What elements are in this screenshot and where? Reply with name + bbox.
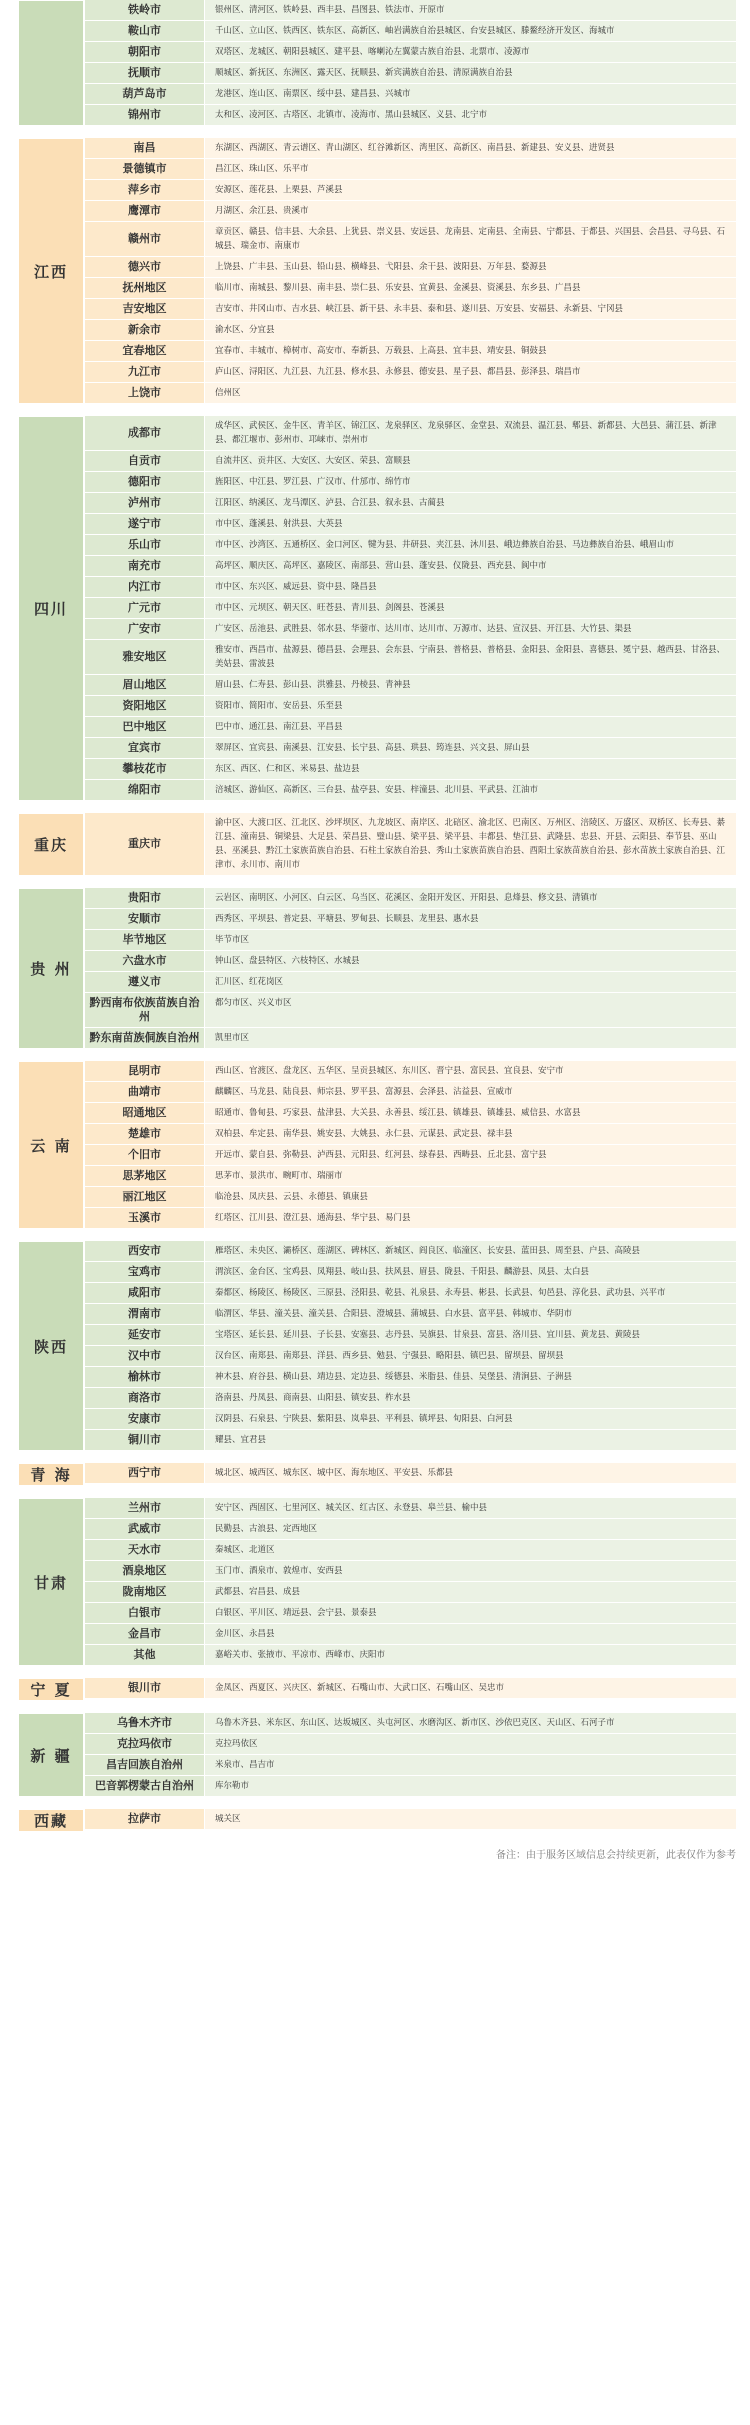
city-name: 克拉玛依市 (84, 1734, 204, 1754)
table-row (84, 1776, 736, 1797)
table-row (84, 1028, 736, 1049)
district-list: 金川区、永昌县 (204, 1624, 736, 1644)
city-name: 酒泉地区 (84, 1561, 204, 1581)
province-block (18, 1463, 736, 1486)
province-list (18, 0, 736, 1832)
province-block (18, 138, 736, 404)
city-name: 广元市 (84, 598, 204, 618)
city-name: 拉萨市 (84, 1809, 204, 1829)
city-name: 安康市 (84, 1409, 204, 1429)
city-name: 成都市 (84, 416, 204, 450)
table-row (84, 675, 736, 696)
district-list: 昭通市、鲁甸县、巧家县、盐津县、大关县、永善县、绥江县、镇雄县、镇雄县、威信县、水富县 (204, 1103, 736, 1123)
city-name: 抚顺市 (84, 63, 204, 83)
city-name: 贵阳市 (84, 888, 204, 908)
district-list: 红塔区、江川县、澄江县、通海县、华宁县、易门县 (204, 1208, 736, 1228)
district-list: 安源区、莲花县、上栗县、芦溪县 (204, 180, 736, 200)
province-block (18, 1809, 736, 1832)
district-list: 东湖区、西湖区、青云谱区、青山湖区、红谷滩新区、湾里区、高新区、南昌县、新建县、安义县、进贤县 (204, 138, 736, 158)
table-row (84, 1124, 736, 1145)
district-list: 凯里市区 (204, 1028, 736, 1048)
city-name: 雅安地区 (84, 640, 204, 674)
district-list: 渝中区、大渡口区、江北区、沙坪坝区、九龙坡区、南岸区、北碚区、渝北区、巴南区、万州区、涪陵区、万盛区、双桥区、长寿县、綦江县、潼南县、铜梁县、大足县、荣昌县、璧山县、梁平县、梁平县、丰都县、垫江县、武隆县、忠县、开县、云阳县、奉节县、巫山县、巫溪县、黔江土家族苗族自治县、石柱土家族自治县、秀山土家族苗族自治县、酉阳土家族苗族自治县、彭水苗族土家族自治县、江津市、永川市、南川市 (204, 813, 736, 875)
district-list: 市中区、元坝区、朝天区、旺苍县、青川县、剑阁县、苍溪县 (204, 598, 736, 618)
table-row (84, 1645, 736, 1666)
table-row (84, 1304, 736, 1325)
district-list: 成华区、武侯区、金牛区、青羊区、锦江区、龙泉驿区、龙泉驿区、金堂县、双流县、温江县、郫县、新都县、大邑县、蒲江县、新津县、都江堰市、彭州市、邛崃市、崇州市 (204, 416, 736, 450)
table-row (84, 1603, 736, 1624)
district-list: 白银区、平川区、靖远县、会宁县、景泰县 (204, 1603, 736, 1623)
district-list: 西山区、官渡区、盘龙区、五华区、呈贡县城区、东川区、晋宁县、富民县、宜良县、安宁市 (204, 1061, 736, 1081)
table-row (84, 1103, 736, 1124)
district-list: 洛南县、丹凤县、商南县、山阳县、镇安县、柞水县 (204, 1388, 736, 1408)
city-name: 泸州市 (84, 493, 204, 513)
district-list: 月湖区、余江县、贵溪市 (204, 201, 736, 221)
city-name: 宜春地区 (84, 341, 204, 361)
district-list: 自流井区、贡井区、大安区、大安区、荣县、富顺县 (204, 451, 736, 471)
city-name: 白银市 (84, 1603, 204, 1623)
city-name: 德阳市 (84, 472, 204, 492)
province-block (18, 1498, 736, 1666)
table-row (84, 813, 736, 876)
city-name: 乌鲁木齐市 (84, 1713, 204, 1733)
city-name: 武威市 (84, 1519, 204, 1539)
district-list: 双柏县、牟定县、南华县、姚安县、大姚县、永仁县、元谋县、武定县、禄丰县 (204, 1124, 736, 1144)
city-name: 鞍山市 (84, 21, 204, 41)
city-name: 巴中地区 (84, 717, 204, 737)
city-name: 鹰潭市 (84, 201, 204, 221)
city-name: 西宁市 (84, 1463, 204, 1483)
city-name: 陇南地区 (84, 1582, 204, 1602)
district-list: 高坪区、顺庆区、高坪区、嘉陵区、南部县、营山县、蓬安县、仪陇县、西充县、阆中市 (204, 556, 736, 576)
table-row (84, 759, 736, 780)
city-name: 曲靖市 (84, 1082, 204, 1102)
table-row (84, 201, 736, 222)
city-rows (84, 1241, 736, 1451)
city-name: 毕节地区 (84, 930, 204, 950)
province-block (18, 813, 736, 876)
province-block (18, 888, 736, 1049)
province-block (18, 1241, 736, 1451)
table-row (84, 1678, 736, 1699)
province-name: 青 海 (18, 1463, 84, 1486)
city-name: 景德镇市 (84, 159, 204, 179)
table-row (84, 84, 736, 105)
city-name: 宝鸡市 (84, 1262, 204, 1282)
table-row (84, 493, 736, 514)
city-name: 天水市 (84, 1540, 204, 1560)
table-row (84, 1241, 736, 1262)
table-row (84, 1208, 736, 1229)
table-row (84, 888, 736, 909)
table-row (84, 278, 736, 299)
table-row (84, 930, 736, 951)
table-row (84, 1082, 736, 1103)
city-name: 萍乡市 (84, 180, 204, 200)
city-name: 上饶市 (84, 383, 204, 403)
city-name: 兰州市 (84, 1498, 204, 1518)
district-list: 顺城区、新抚区、东洲区、露天区、抚顺县、新宾满族自治县、清原满族自治县 (204, 63, 736, 83)
table-row (84, 451, 736, 472)
table-row (84, 909, 736, 930)
table-row (84, 138, 736, 159)
table-row (84, 159, 736, 180)
table-row (84, 299, 736, 320)
table-row (84, 1463, 736, 1484)
table-row (84, 619, 736, 640)
district-list: 城关区 (204, 1809, 736, 1829)
city-name: 遵义市 (84, 972, 204, 992)
table-row (84, 1809, 736, 1830)
table-row (84, 780, 736, 801)
table-row (84, 993, 736, 1028)
city-name: 汉中市 (84, 1346, 204, 1366)
table-row (84, 972, 736, 993)
district-list: 秦都区、杨陵区、杨陵区、三原县、泾阳县、乾县、礼泉县、永寿县、彬县、长武县、旬邑县、淳化县、武功县、兴平市 (204, 1283, 736, 1303)
city-name: 昭通地区 (84, 1103, 204, 1123)
district-list: 秦城区、北道区 (204, 1540, 736, 1560)
table-row (84, 1367, 736, 1388)
province-name: 新 疆 (18, 1713, 84, 1797)
district-list: 千山区、立山区、铁西区、铁东区、高新区、岫岩满族自治县城区、台安县城区、滕鳌经济开发区、海城市 (204, 21, 736, 41)
district-list: 宜春市、丰城市、樟树市、高安市、奉新县、万载县、上高县、宜丰县、靖安县、铜鼓县 (204, 341, 736, 361)
city-name: 铁岭市 (84, 0, 204, 20)
table-row (84, 1187, 736, 1208)
district-list: 市中区、蓬溪县、射洪县、大英县 (204, 514, 736, 534)
city-name: 银川市 (84, 1678, 204, 1698)
district-list: 乌鲁木齐县、米东区、东山区、达坂城区、头屯河区、水磨沟区、新市区、沙依巴克区、天山区、石河子市 (204, 1713, 736, 1733)
table-row (84, 105, 736, 126)
city-name: 资阳地区 (84, 696, 204, 716)
city-name: 商洛市 (84, 1388, 204, 1408)
district-list: 龙港区、连山区、南票区、绥中县、建昌县、兴城市 (204, 84, 736, 104)
table-row (84, 1734, 736, 1755)
table-row (84, 383, 736, 404)
city-rows (84, 1061, 736, 1229)
district-list: 思茅市、景洪市、畹町市、瑞丽市 (204, 1166, 736, 1186)
district-list: 资阳市、简阳市、安岳县、乐至县 (204, 696, 736, 716)
city-rows (84, 416, 736, 801)
province-name: 四川 (18, 416, 84, 801)
province-name: 重庆 (18, 813, 84, 876)
district-list: 宝塔区、延长县、延川县、子长县、安塞县、志丹县、吴旗县、甘泉县、富县、洛川县、宜川县、黄龙县、黄陵县 (204, 1325, 736, 1345)
table-row (84, 556, 736, 577)
table-row (84, 362, 736, 383)
district-list: 神木县、府谷县、横山县、靖边县、定边县、绥德县、米脂县、佳县、吴堡县、清涧县、子洲县 (204, 1367, 736, 1387)
table-row (84, 1283, 736, 1304)
district-list: 巴中市、通江县、南江县、平昌县 (204, 717, 736, 737)
district-list: 广安区、岳池县、武胜县、邻水县、华蓥市、达川市、达川市、万源市、达县、宣汉县、开江县、大竹县、渠县 (204, 619, 736, 639)
city-rows (84, 0, 736, 126)
city-name: 吉安地区 (84, 299, 204, 319)
table-row (84, 42, 736, 63)
table-row (84, 1145, 736, 1166)
district-list: 耀县、宜君县 (204, 1430, 736, 1450)
city-name: 攀枝花市 (84, 759, 204, 779)
city-name: 延安市 (84, 1325, 204, 1345)
district-list: 涪城区、游仙区、高新区、三台县、盐亭县、安县、梓潼县、北川县、平武县、江油市 (204, 780, 736, 800)
district-list: 安宁区、西固区、七里河区、城关区、红古区、永登县、皋兰县、榆中县 (204, 1498, 736, 1518)
district-list: 市中区、东兴区、威远县、资中县、隆昌县 (204, 577, 736, 597)
table-row (84, 222, 736, 257)
province-name: 宁 夏 (18, 1678, 84, 1701)
district-list: 太和区、凌河区、古塔区、北镇市、凌海市、黑山县城区、义县、北宁市 (204, 105, 736, 125)
city-name: 昆明市 (84, 1061, 204, 1081)
district-list: 翠屏区、宜宾县、南溪县、江安县、长宁县、高县、珙县、筠连县、兴文县、屏山县 (204, 738, 736, 758)
city-name: 黔西南布依族苗族自治州 (84, 993, 204, 1027)
district-list: 开远市、蒙自县、弥勒县、泸西县、元阳县、红河县、绿春县、西畴县、丘北县、富宁县 (204, 1145, 736, 1165)
city-name: 乐山市 (84, 535, 204, 555)
city-rows (84, 888, 736, 1049)
province-block (18, 1713, 736, 1797)
table-row (84, 951, 736, 972)
city-name: 南昌 (84, 138, 204, 158)
city-name: 咸阳市 (84, 1283, 204, 1303)
district-list: 民勤县、古浪县、定西地区 (204, 1519, 736, 1539)
province-name: 云 南 (18, 1061, 84, 1229)
district-list: 武都县、宕昌县、成县 (204, 1582, 736, 1602)
table-row (84, 180, 736, 201)
district-list: 渝水区、分宜县 (204, 320, 736, 340)
district-list: 庐山区、浔阳区、九江县、九江县、修水县、永修县、德安县、星子县、都昌县、彭泽县、瑞昌市 (204, 362, 736, 382)
city-name: 广安市 (84, 619, 204, 639)
city-name: 葫芦岛市 (84, 84, 204, 104)
city-name: 榆林市 (84, 1367, 204, 1387)
table-row (84, 1325, 736, 1346)
district-list: 汉台区、南郑县、南郑县、洋县、西乡县、勉县、宁强县、略阳县、镇巴县、留坝县、留坝县 (204, 1346, 736, 1366)
city-name: 内江市 (84, 577, 204, 597)
district-list: 渭滨区、金台区、宝鸡县、凤翔县、岐山县、扶风县、眉县、陇县、千阳县、麟游县、凤县、太白县 (204, 1262, 736, 1282)
district-list: 吉安市、井冈山市、吉水县、峡江县、新干县、永丰县、泰和县、遂川县、万安县、安福县、永新县、宁冈县 (204, 299, 736, 319)
table-row (84, 1498, 736, 1519)
table-row (84, 1430, 736, 1451)
city-name: 其他 (84, 1645, 204, 1665)
district-list: 临渭区、华县、潼关县、潼关县、合阳县、澄城县、蒲城县、白水县、富平县、韩城市、华阴市 (204, 1304, 736, 1324)
city-rows (84, 1809, 736, 1832)
district-list: 玉门市、酒泉市、敦煌市、安西县 (204, 1561, 736, 1581)
district-list: 双塔区、龙城区、朝阳县城区、建平县、喀喇沁左翼蒙古族自治县、北票市、凌源市 (204, 42, 736, 62)
city-name: 南充市 (84, 556, 204, 576)
table-row (84, 1624, 736, 1645)
table-row (84, 640, 736, 675)
city-name: 德兴市 (84, 257, 204, 277)
city-name: 绵阳市 (84, 780, 204, 800)
city-name: 朝阳市 (84, 42, 204, 62)
table-row (84, 1346, 736, 1367)
table-row (84, 257, 736, 278)
table-row (84, 514, 736, 535)
city-name: 渭南市 (84, 1304, 204, 1324)
city-name: 楚雄市 (84, 1124, 204, 1144)
district-list: 金凤区、西夏区、兴庆区、新城区、石嘴山市、大武口区、石嘴山区、吴忠市 (204, 1678, 736, 1698)
district-list: 银州区、清河区、铁岭县、西丰县、昌图县、铁法市、开原市 (204, 0, 736, 20)
table-row (84, 63, 736, 84)
district-list: 上饶县、广丰县、玉山县、铅山县、横峰县、弋阳县、余干县、波阳县、万年县、婺源县 (204, 257, 736, 277)
district-list: 克拉玛依区 (204, 1734, 736, 1754)
district-list: 库尔勒市 (204, 1776, 736, 1796)
district-list: 江阳区、纳溪区、龙马潭区、泸县、合江县、叙永县、古蔺县 (204, 493, 736, 513)
table-row (84, 1166, 736, 1187)
province-block (18, 1061, 736, 1229)
table-row (84, 1713, 736, 1734)
district-list: 嘉峪关市、张掖市、平凉市、西峰市、庆阳市 (204, 1645, 736, 1665)
city-name: 金昌市 (84, 1624, 204, 1644)
district-list: 临川市、南城县、黎川县、南丰县、崇仁县、乐安县、宜黄县、金溪县、资溪县、东乡县、广昌县 (204, 278, 736, 298)
district-list: 雅安市、西昌市、盐源县、德昌县、会理县、会东县、宁南县、普格县、普格县、金阳县、金阳县、喜德县、冕宁县、越西县、甘洛县、美姑县、雷波县 (204, 640, 736, 674)
city-rows (84, 1713, 736, 1797)
city-name: 锦州市 (84, 105, 204, 125)
district-list: 章贡区、赣县、信丰县、大余县、上犹县、崇义县、安远县、龙南县、定南县、全南县、宁都县、于都县、兴国县、会昌县、寻乌县、石城县、瑞金市、南康市 (204, 222, 736, 256)
district-list: 麒麟区、马龙县、陆良县、师宗县、罗平县、富源县、会泽县、沾益县、宣威市 (204, 1082, 736, 1102)
province-name: 西藏 (18, 1809, 84, 1832)
table-row (84, 1540, 736, 1561)
district-list: 眉山县、仁寿县、彭山县、洪雅县、丹棱县、青神县 (204, 675, 736, 695)
table-row (84, 416, 736, 451)
city-name: 九江市 (84, 362, 204, 382)
district-list: 旌阳区、中江县、罗江县、广汉市、什邡市、绵竹市 (204, 472, 736, 492)
city-rows (84, 1498, 736, 1666)
province-name: 陕西 (18, 1241, 84, 1451)
table-row (84, 1061, 736, 1082)
district-list: 信州区 (204, 383, 736, 403)
table-row (84, 0, 736, 21)
table-row (84, 1519, 736, 1540)
district-list: 西秀区、平坝县、普定县、平塘县、罗甸县、长顺县、龙里县、惠水县 (204, 909, 736, 929)
province-block (18, 1678, 736, 1701)
city-name: 自贡市 (84, 451, 204, 471)
table-row (84, 717, 736, 738)
table-row (84, 341, 736, 362)
city-name: 安顺市 (84, 909, 204, 929)
district-list: 云岩区、南明区、小河区、白云区、乌当区、花溪区、金阳开发区、开阳县、息烽县、修文县、清镇市 (204, 888, 736, 908)
province-name: 甘肃 (18, 1498, 84, 1666)
table-row (84, 1582, 736, 1603)
district-list: 米泉市、昌吉市 (204, 1755, 736, 1775)
table-row (84, 535, 736, 556)
city-rows (84, 1678, 736, 1701)
city-rows (84, 813, 736, 876)
table-row (84, 21, 736, 42)
city-name: 六盘水市 (84, 951, 204, 971)
table-row (84, 1262, 736, 1283)
province-name (18, 0, 84, 126)
table-row (84, 598, 736, 619)
district-list: 汇川区、红花岗区 (204, 972, 736, 992)
city-name: 铜川市 (84, 1430, 204, 1450)
table-row (84, 1409, 736, 1430)
district-list: 城北区、城西区、城东区、城中区、海东地区、平安县、乐都县 (204, 1463, 736, 1483)
district-list: 临沧县、凤庆县、云县、永德县、镇康县 (204, 1187, 736, 1207)
city-name: 个旧市 (84, 1145, 204, 1165)
city-name: 西安市 (84, 1241, 204, 1261)
city-name: 赣州市 (84, 222, 204, 256)
city-name: 新余市 (84, 320, 204, 340)
province-block (18, 0, 736, 126)
city-name: 玉溪市 (84, 1208, 204, 1228)
district-list: 毕节市区 (204, 930, 736, 950)
city-rows (84, 138, 736, 404)
city-name: 思茅地区 (84, 1166, 204, 1186)
table-row (84, 1388, 736, 1409)
province-block (18, 416, 736, 801)
table-row (84, 472, 736, 493)
table-row (84, 696, 736, 717)
table-row (84, 577, 736, 598)
city-name: 昌吉回族自治州 (84, 1755, 204, 1775)
city-name: 眉山地区 (84, 675, 204, 695)
table-row (84, 1755, 736, 1776)
district-list: 东区、西区、仁和区、米易县、盐边县 (204, 759, 736, 779)
city-name: 巴音郭楞蒙古自治州 (84, 1776, 204, 1796)
footer-note: 备注：由于服务区域信息会持续更新，此表仅作为参考 (496, 1850, 736, 1861)
city-name: 黔东南苗族侗族自治州 (84, 1028, 204, 1048)
district-list: 市中区、沙湾区、五通桥区、金口河区、犍为县、井研县、夹江县、沐川县、峨边彝族自治县、马边彝族自治县、峨眉山市 (204, 535, 736, 555)
district-list: 昌江区、珠山区、乐平市 (204, 159, 736, 179)
province-name: 江西 (18, 138, 84, 404)
district-list: 都匀市区、兴义市区 (204, 993, 736, 1027)
district-list: 汉阴县、石泉县、宁陕县、紫阳县、岚皋县、平利县、镇坪县、旬阳县、白河县 (204, 1409, 736, 1429)
city-name: 抚州地区 (84, 278, 204, 298)
district-list: 雁塔区、未央区、灞桥区、莲湖区、碑林区、新城区、阎良区、临潼区、长安县、蓝田县、周至县、户县、高陵县 (204, 1241, 736, 1261)
city-name: 宜宾市 (84, 738, 204, 758)
province-name: 贵 州 (18, 888, 84, 1049)
city-name: 丽江地区 (84, 1187, 204, 1207)
city-name: 遂宁市 (84, 514, 204, 534)
city-rows (84, 1463, 736, 1486)
district-list: 钟山区、盘县特区、六枝特区、水城县 (204, 951, 736, 971)
table-row (84, 1561, 736, 1582)
table-row (84, 320, 736, 341)
table-row (84, 738, 736, 759)
city-name: 重庆市 (84, 813, 204, 875)
